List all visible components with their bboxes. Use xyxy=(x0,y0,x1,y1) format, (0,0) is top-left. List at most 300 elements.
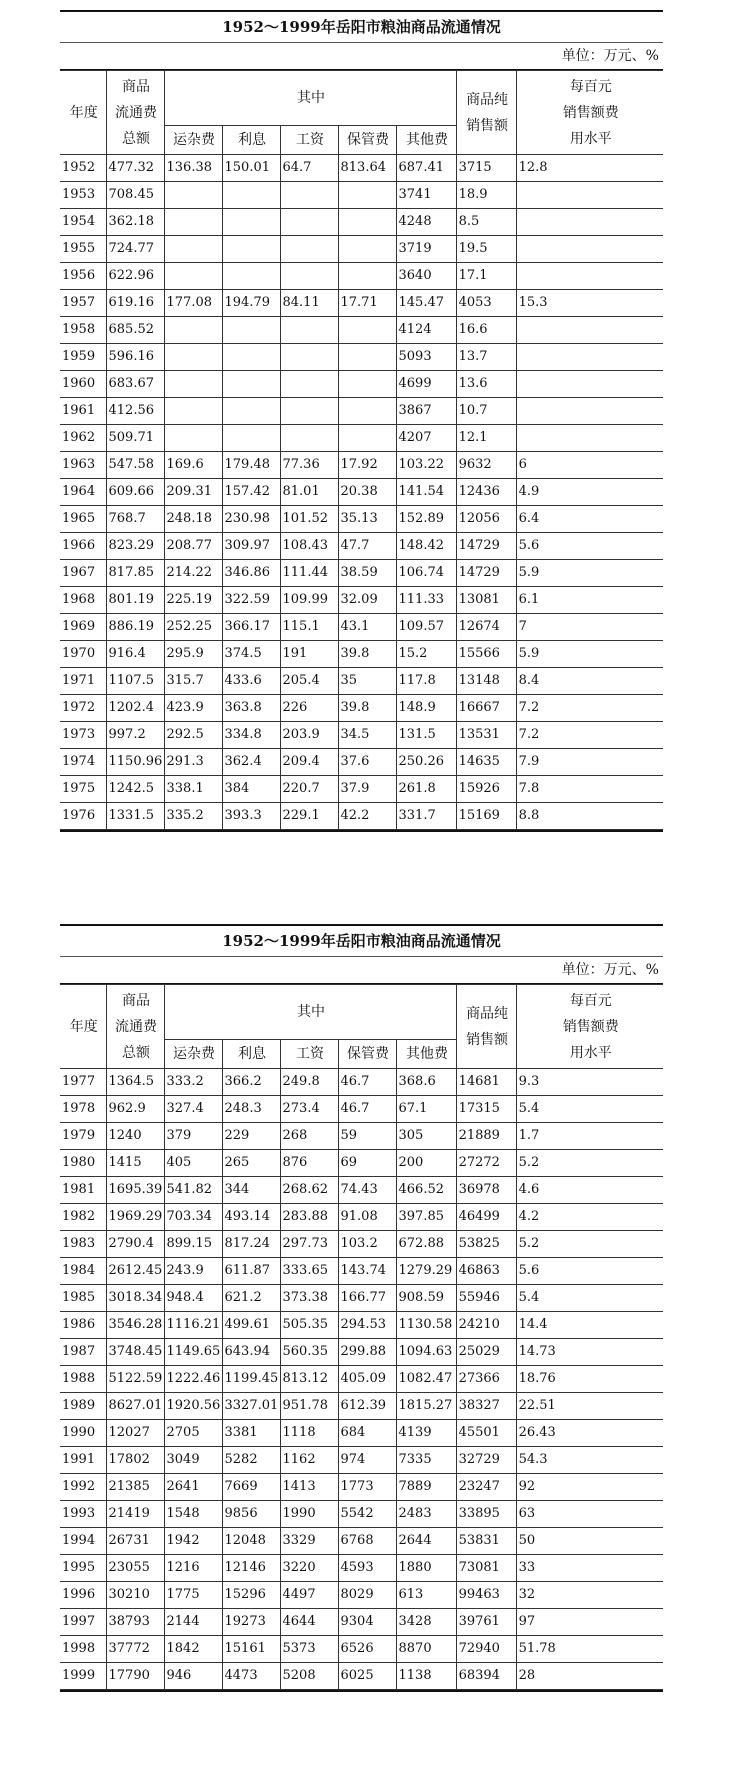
cell-net-sales: 27366 xyxy=(456,1366,516,1393)
header-total-line-3: 总额 xyxy=(122,1044,150,1061)
cell-net-sales: 99463 xyxy=(456,1582,516,1609)
cell-year: 1955 xyxy=(60,236,106,263)
cell-storage-cost: 47.7 xyxy=(338,533,396,560)
cell-interest xyxy=(222,344,280,371)
cell-year: 1978 xyxy=(60,1096,106,1123)
table-row xyxy=(60,1204,663,1231)
table-row xyxy=(60,1177,663,1204)
cell-other-cost: 3428 xyxy=(396,1609,456,1636)
cell-other-cost: 1130.58 xyxy=(396,1312,456,1339)
cell-cost-rate: 8.4 xyxy=(516,668,663,695)
cell-cost-rate xyxy=(516,398,663,425)
cell-net-sales: 13148 xyxy=(456,668,516,695)
table-row xyxy=(60,317,663,344)
cell-year: 1962 xyxy=(60,425,106,452)
cell-total-cost: 26731 xyxy=(106,1528,164,1555)
cell-total-cost: 1415 xyxy=(106,1150,164,1177)
cell-total-cost: 21385 xyxy=(106,1474,164,1501)
cell-other-cost: 368.6 xyxy=(396,1069,456,1096)
cell-wages xyxy=(280,344,338,371)
cell-year: 1981 xyxy=(60,1177,106,1204)
cell-total-cost: 619.16 xyxy=(106,290,164,317)
cell-net-sales: 24210 xyxy=(456,1312,516,1339)
cell-total-cost: 23055 xyxy=(106,1555,164,1582)
cell-wages: 203.9 xyxy=(280,722,338,749)
table-row xyxy=(60,506,663,533)
table-row xyxy=(60,722,663,749)
cell-net-sales: 9632 xyxy=(456,452,516,479)
data-table xyxy=(60,984,663,1690)
cell-transport-cost: 208.77 xyxy=(164,533,222,560)
table-title: 1952～1999年岳阳市粮油商品流通情况 xyxy=(60,926,663,957)
cell-interest: 194.79 xyxy=(222,290,280,317)
cell-wages: 283.88 xyxy=(280,1204,338,1231)
cell-net-sales: 17315 xyxy=(456,1096,516,1123)
cell-interest xyxy=(222,317,280,344)
cell-year: 1956 xyxy=(60,263,106,290)
header-rate-line-3: 用水平 xyxy=(569,130,612,147)
cell-wages: 876 xyxy=(280,1150,338,1177)
cell-interest: 817.24 xyxy=(222,1231,280,1258)
header-total-cost xyxy=(106,71,164,155)
cell-storage-cost: 813.64 xyxy=(338,155,396,182)
cell-storage-cost: 8029 xyxy=(338,1582,396,1609)
cell-cost-rate: 14.4 xyxy=(516,1312,663,1339)
table-row xyxy=(60,398,663,425)
table-row xyxy=(60,182,663,209)
cell-net-sales: 18.9 xyxy=(456,182,516,209)
cell-transport-cost: 946 xyxy=(164,1663,222,1690)
cell-cost-rate: 7.2 xyxy=(516,695,663,722)
cell-year: 1972 xyxy=(60,695,106,722)
cell-total-cost: 3546.28 xyxy=(106,1312,164,1339)
cell-net-sales: 32729 xyxy=(456,1447,516,1474)
cell-other-cost: 7335 xyxy=(396,1447,456,1474)
cell-storage-cost: 39.8 xyxy=(338,695,396,722)
cell-wages xyxy=(280,398,338,425)
cell-wages: 3220 xyxy=(280,1555,338,1582)
cell-storage-cost: 59 xyxy=(338,1123,396,1150)
cell-storage-cost xyxy=(338,371,396,398)
cell-transport-cost xyxy=(164,344,222,371)
cell-storage-cost xyxy=(338,236,396,263)
cell-year: 1986 xyxy=(60,1312,106,1339)
cell-cost-rate: 1.7 xyxy=(516,1123,663,1150)
cell-transport-cost: 291.3 xyxy=(164,749,222,776)
table-row xyxy=(60,1366,663,1393)
cell-net-sales: 15169 xyxy=(456,803,516,830)
cell-year: 1963 xyxy=(60,452,106,479)
cell-storage-cost: 17.92 xyxy=(338,452,396,479)
cell-wages xyxy=(280,236,338,263)
header-other: 其他费 xyxy=(396,1040,456,1069)
cell-year: 1958 xyxy=(60,317,106,344)
cell-total-cost: 596.16 xyxy=(106,344,164,371)
cell-wages: 209.4 xyxy=(280,749,338,776)
cell-interest: 7669 xyxy=(222,1474,280,1501)
cell-other-cost: 3741 xyxy=(396,182,456,209)
header-total-line-2: 流通费 xyxy=(115,1018,157,1035)
header-year: 年度 xyxy=(60,71,106,155)
cell-transport-cost: 405 xyxy=(164,1150,222,1177)
table-row xyxy=(60,614,663,641)
cell-wages xyxy=(280,182,338,209)
table-row xyxy=(60,1231,663,1258)
cell-net-sales: 73081 xyxy=(456,1555,516,1582)
cell-interest: 366.17 xyxy=(222,614,280,641)
cell-cost-rate: 8.8 xyxy=(516,803,663,830)
table-section-1977-1999 xyxy=(60,924,663,1692)
cell-cost-rate: 15.3 xyxy=(516,290,663,317)
cell-net-sales: 13.7 xyxy=(456,344,516,371)
header-cost-rate xyxy=(516,71,663,155)
cell-transport-cost: 209.31 xyxy=(164,479,222,506)
cell-total-cost: 1364.5 xyxy=(106,1069,164,1096)
header-wages: 工资 xyxy=(280,1040,338,1069)
header-sales-line-2: 销售额 xyxy=(466,117,509,134)
cell-transport-cost: 3049 xyxy=(164,1447,222,1474)
table-row xyxy=(60,1123,663,1150)
cell-cost-rate: 14.73 xyxy=(516,1339,663,1366)
cell-wages: 3329 xyxy=(280,1528,338,1555)
cell-year: 1961 xyxy=(60,398,106,425)
cell-cost-rate: 5.9 xyxy=(516,641,663,668)
cell-other-cost: 305 xyxy=(396,1123,456,1150)
cell-other-cost: 15.2 xyxy=(396,641,456,668)
cell-other-cost: 4699 xyxy=(396,371,456,398)
cell-wages: 1990 xyxy=(280,1501,338,1528)
cell-interest: 5282 xyxy=(222,1447,280,1474)
table-row xyxy=(60,668,663,695)
cell-storage-cost: 91.08 xyxy=(338,1204,396,1231)
header-sales-line-1: 商品纯 xyxy=(466,91,509,108)
cell-cost-rate: 7.2 xyxy=(516,722,663,749)
cell-storage-cost xyxy=(338,425,396,452)
cell-interest: 643.94 xyxy=(222,1339,280,1366)
cell-net-sales: 27272 xyxy=(456,1150,516,1177)
cell-wages: 64.7 xyxy=(280,155,338,182)
cell-other-cost: 1815.27 xyxy=(396,1393,456,1420)
cell-net-sales: 68394 xyxy=(456,1663,516,1690)
cell-cost-rate: 4.9 xyxy=(516,479,663,506)
table-row xyxy=(60,695,663,722)
table-row xyxy=(60,1096,663,1123)
cell-year: 1976 xyxy=(60,803,106,830)
cell-total-cost: 30210 xyxy=(106,1582,164,1609)
cell-total-cost: 683.67 xyxy=(106,371,164,398)
cell-net-sales: 12436 xyxy=(456,479,516,506)
cell-transport-cost: 2144 xyxy=(164,1609,222,1636)
table-row xyxy=(60,1150,663,1177)
cell-year: 1952 xyxy=(60,155,106,182)
cell-net-sales: 13531 xyxy=(456,722,516,749)
cell-cost-rate: 5.6 xyxy=(516,1258,663,1285)
cell-total-cost: 1107.5 xyxy=(106,668,164,695)
cell-storage-cost: 9304 xyxy=(338,1609,396,1636)
cell-total-cost: 362.18 xyxy=(106,209,164,236)
cell-total-cost: 21419 xyxy=(106,1501,164,1528)
cell-net-sales: 53825 xyxy=(456,1231,516,1258)
cell-wages: 5208 xyxy=(280,1663,338,1690)
cell-total-cost: 685.52 xyxy=(106,317,164,344)
cell-year: 1977 xyxy=(60,1069,106,1096)
cell-wages xyxy=(280,263,338,290)
cell-storage-cost: 5542 xyxy=(338,1501,396,1528)
table-row xyxy=(60,560,663,587)
cell-interest xyxy=(222,236,280,263)
cell-net-sales: 25029 xyxy=(456,1339,516,1366)
table-row xyxy=(60,1069,663,1096)
cell-transport-cost: 177.08 xyxy=(164,290,222,317)
cell-cost-rate: 7.8 xyxy=(516,776,663,803)
cell-total-cost: 3748.45 xyxy=(106,1339,164,1366)
cell-transport-cost: 335.2 xyxy=(164,803,222,830)
cell-wages xyxy=(280,209,338,236)
header-transport: 运杂费 xyxy=(164,1040,222,1069)
cell-other-cost: 3867 xyxy=(396,398,456,425)
cell-wages: 115.1 xyxy=(280,614,338,641)
table-row xyxy=(60,1663,663,1690)
cell-cost-rate xyxy=(516,344,663,371)
cell-wages: 220.7 xyxy=(280,776,338,803)
header-total-line-3: 总额 xyxy=(122,130,150,147)
cell-storage-cost: 974 xyxy=(338,1447,396,1474)
table-row xyxy=(60,263,663,290)
table-row xyxy=(60,479,663,506)
cell-year: 1970 xyxy=(60,641,106,668)
cell-year: 1987 xyxy=(60,1339,106,1366)
cell-wages: 226 xyxy=(280,695,338,722)
cell-storage-cost: 143.74 xyxy=(338,1258,396,1285)
cell-interest: 309.97 xyxy=(222,533,280,560)
cell-interest: 362.4 xyxy=(222,749,280,776)
cell-interest xyxy=(222,398,280,425)
cell-storage-cost: 69 xyxy=(338,1150,396,1177)
cell-interest: 621.2 xyxy=(222,1285,280,1312)
cell-storage-cost: 43.1 xyxy=(338,614,396,641)
cell-net-sales: 55946 xyxy=(456,1285,516,1312)
cell-year: 1973 xyxy=(60,722,106,749)
cell-year: 1968 xyxy=(60,587,106,614)
cell-storage-cost: 299.88 xyxy=(338,1339,396,1366)
table-title: 1952～1999年岳阳市粮油商品流通情况 xyxy=(60,12,663,43)
cell-wages: 205.4 xyxy=(280,668,338,695)
cell-storage-cost: 1773 xyxy=(338,1474,396,1501)
cell-interest: 374.5 xyxy=(222,641,280,668)
cell-total-cost: 1202.4 xyxy=(106,695,164,722)
cell-transport-cost xyxy=(164,425,222,452)
cell-storage-cost: 684 xyxy=(338,1420,396,1447)
cell-year: 1999 xyxy=(60,1663,106,1690)
header-sales-line-2: 销售额 xyxy=(466,1031,509,1048)
cell-other-cost: 466.52 xyxy=(396,1177,456,1204)
cell-interest: 393.3 xyxy=(222,803,280,830)
cell-transport-cost: 252.25 xyxy=(164,614,222,641)
cell-other-cost: 5093 xyxy=(396,344,456,371)
cell-other-cost: 687.41 xyxy=(396,155,456,182)
table-row xyxy=(60,209,663,236)
header-rate-line-1: 每百元 xyxy=(569,78,612,95)
cell-wages: 5373 xyxy=(280,1636,338,1663)
cell-net-sales: 33895 xyxy=(456,1501,516,1528)
cell-interest: 150.01 xyxy=(222,155,280,182)
cell-transport-cost xyxy=(164,182,222,209)
cell-interest: 248.3 xyxy=(222,1096,280,1123)
cell-storage-cost xyxy=(338,209,396,236)
cell-cost-rate xyxy=(516,182,663,209)
cell-wages: 560.35 xyxy=(280,1339,338,1366)
cell-interest: 229 xyxy=(222,1123,280,1150)
cell-cost-rate: 26.43 xyxy=(516,1420,663,1447)
cell-other-cost: 4248 xyxy=(396,209,456,236)
cell-total-cost: 2790.4 xyxy=(106,1231,164,1258)
cell-storage-cost: 6768 xyxy=(338,1528,396,1555)
cell-year: 1994 xyxy=(60,1528,106,1555)
cell-year: 1974 xyxy=(60,749,106,776)
cell-other-cost: 261.8 xyxy=(396,776,456,803)
cell-net-sales: 14729 xyxy=(456,560,516,587)
cell-transport-cost: 2641 xyxy=(164,1474,222,1501)
cell-cost-rate xyxy=(516,371,663,398)
cell-transport-cost xyxy=(164,263,222,290)
cell-interest: 499.61 xyxy=(222,1312,280,1339)
cell-cost-rate: 5.4 xyxy=(516,1285,663,1312)
cell-transport-cost: 1116.21 xyxy=(164,1312,222,1339)
table-row xyxy=(60,776,663,803)
cell-interest: 334.8 xyxy=(222,722,280,749)
cell-net-sales: 14681 xyxy=(456,1069,516,1096)
cell-wages: 273.4 xyxy=(280,1096,338,1123)
cell-cost-rate: 6 xyxy=(516,452,663,479)
cell-cost-rate: 54.3 xyxy=(516,1447,663,1474)
cell-net-sales: 15566 xyxy=(456,641,516,668)
cell-cost-rate xyxy=(516,236,663,263)
cell-other-cost: 148.42 xyxy=(396,533,456,560)
table-row xyxy=(60,1339,663,1366)
cell-net-sales: 4053 xyxy=(456,290,516,317)
cell-net-sales: 15926 xyxy=(456,776,516,803)
header-total-cost xyxy=(106,985,164,1069)
cell-total-cost: 916.4 xyxy=(106,641,164,668)
cell-transport-cost: 333.2 xyxy=(164,1069,222,1096)
cell-interest: 366.2 xyxy=(222,1069,280,1096)
cell-wages: 77.36 xyxy=(280,452,338,479)
cell-interest: 3327.01 xyxy=(222,1393,280,1420)
cell-other-cost: 117.8 xyxy=(396,668,456,695)
cell-storage-cost xyxy=(338,182,396,209)
cell-storage-cost: 46.7 xyxy=(338,1069,396,1096)
cell-transport-cost: 1942 xyxy=(164,1528,222,1555)
cell-net-sales: 12.1 xyxy=(456,425,516,452)
cell-other-cost: 4207 xyxy=(396,425,456,452)
cell-total-cost: 547.58 xyxy=(106,452,164,479)
cell-storage-cost xyxy=(338,263,396,290)
header-storage: 保管费 xyxy=(338,1040,396,1069)
table-row xyxy=(60,1258,663,1285)
cell-year: 1979 xyxy=(60,1123,106,1150)
cell-year: 1996 xyxy=(60,1582,106,1609)
cell-total-cost: 801.19 xyxy=(106,587,164,614)
cell-wages: 229.1 xyxy=(280,803,338,830)
cell-wages: 191 xyxy=(280,641,338,668)
cell-storage-cost: 612.39 xyxy=(338,1393,396,1420)
cell-other-cost: 8870 xyxy=(396,1636,456,1663)
cell-interest: 9856 xyxy=(222,1501,280,1528)
cell-interest: 346.86 xyxy=(222,560,280,587)
cell-net-sales: 12674 xyxy=(456,614,516,641)
cell-storage-cost xyxy=(338,317,396,344)
cell-interest: 433.6 xyxy=(222,668,280,695)
header-rate-line-3: 用水平 xyxy=(569,1044,612,1061)
cell-other-cost: 109.57 xyxy=(396,614,456,641)
cell-year: 1990 xyxy=(60,1420,106,1447)
cell-cost-rate: 5.2 xyxy=(516,1150,663,1177)
cell-year: 1984 xyxy=(60,1258,106,1285)
table-row xyxy=(60,749,663,776)
cell-transport-cost: 292.5 xyxy=(164,722,222,749)
cell-wages: 84.11 xyxy=(280,290,338,317)
cell-interest xyxy=(222,209,280,236)
cell-wages xyxy=(280,317,338,344)
cell-interest xyxy=(222,425,280,452)
cell-cost-rate: 9.3 xyxy=(516,1069,663,1096)
cell-wages: 333.65 xyxy=(280,1258,338,1285)
cell-year: 1992 xyxy=(60,1474,106,1501)
cell-transport-cost: 214.22 xyxy=(164,560,222,587)
cell-year: 1998 xyxy=(60,1636,106,1663)
cell-year: 1993 xyxy=(60,1501,106,1528)
cell-total-cost: 2612.45 xyxy=(106,1258,164,1285)
cell-year: 1983 xyxy=(60,1231,106,1258)
table-row xyxy=(60,155,663,182)
cell-net-sales: 16667 xyxy=(456,695,516,722)
cell-transport-cost: 295.9 xyxy=(164,641,222,668)
cell-year: 1957 xyxy=(60,290,106,317)
cell-storage-cost: 74.43 xyxy=(338,1177,396,1204)
cell-net-sales: 17.1 xyxy=(456,263,516,290)
cell-interest: 12146 xyxy=(222,1555,280,1582)
header-net-sales xyxy=(456,985,516,1069)
cell-transport-cost xyxy=(164,236,222,263)
cell-cost-rate: 18.76 xyxy=(516,1366,663,1393)
cell-year: 1997 xyxy=(60,1609,106,1636)
cell-cost-rate: 12.8 xyxy=(516,155,663,182)
cell-other-cost: 131.5 xyxy=(396,722,456,749)
cell-storage-cost: 405.09 xyxy=(338,1366,396,1393)
cell-other-cost: 3719 xyxy=(396,236,456,263)
header-rate-line-2: 销售额费 xyxy=(562,104,619,121)
cell-total-cost: 412.56 xyxy=(106,398,164,425)
cell-other-cost: 397.85 xyxy=(396,1204,456,1231)
cell-total-cost: 609.66 xyxy=(106,479,164,506)
table-row xyxy=(60,236,663,263)
cell-net-sales: 16.6 xyxy=(456,317,516,344)
cell-year: 1988 xyxy=(60,1366,106,1393)
cell-storage-cost: 166.77 xyxy=(338,1285,396,1312)
header-total-line-1: 商品 xyxy=(122,78,150,95)
cell-total-cost: 1240 xyxy=(106,1123,164,1150)
cell-cost-rate: 5.9 xyxy=(516,560,663,587)
cell-storage-cost xyxy=(338,344,396,371)
cell-interest: 15161 xyxy=(222,1636,280,1663)
cell-transport-cost: 1222.46 xyxy=(164,1366,222,1393)
cell-cost-rate: 51.78 xyxy=(516,1636,663,1663)
cell-wages: 1413 xyxy=(280,1474,338,1501)
cell-cost-rate xyxy=(516,317,663,344)
header-group: 其中 xyxy=(164,985,456,1040)
cell-interest: 322.59 xyxy=(222,587,280,614)
cell-year: 1975 xyxy=(60,776,106,803)
